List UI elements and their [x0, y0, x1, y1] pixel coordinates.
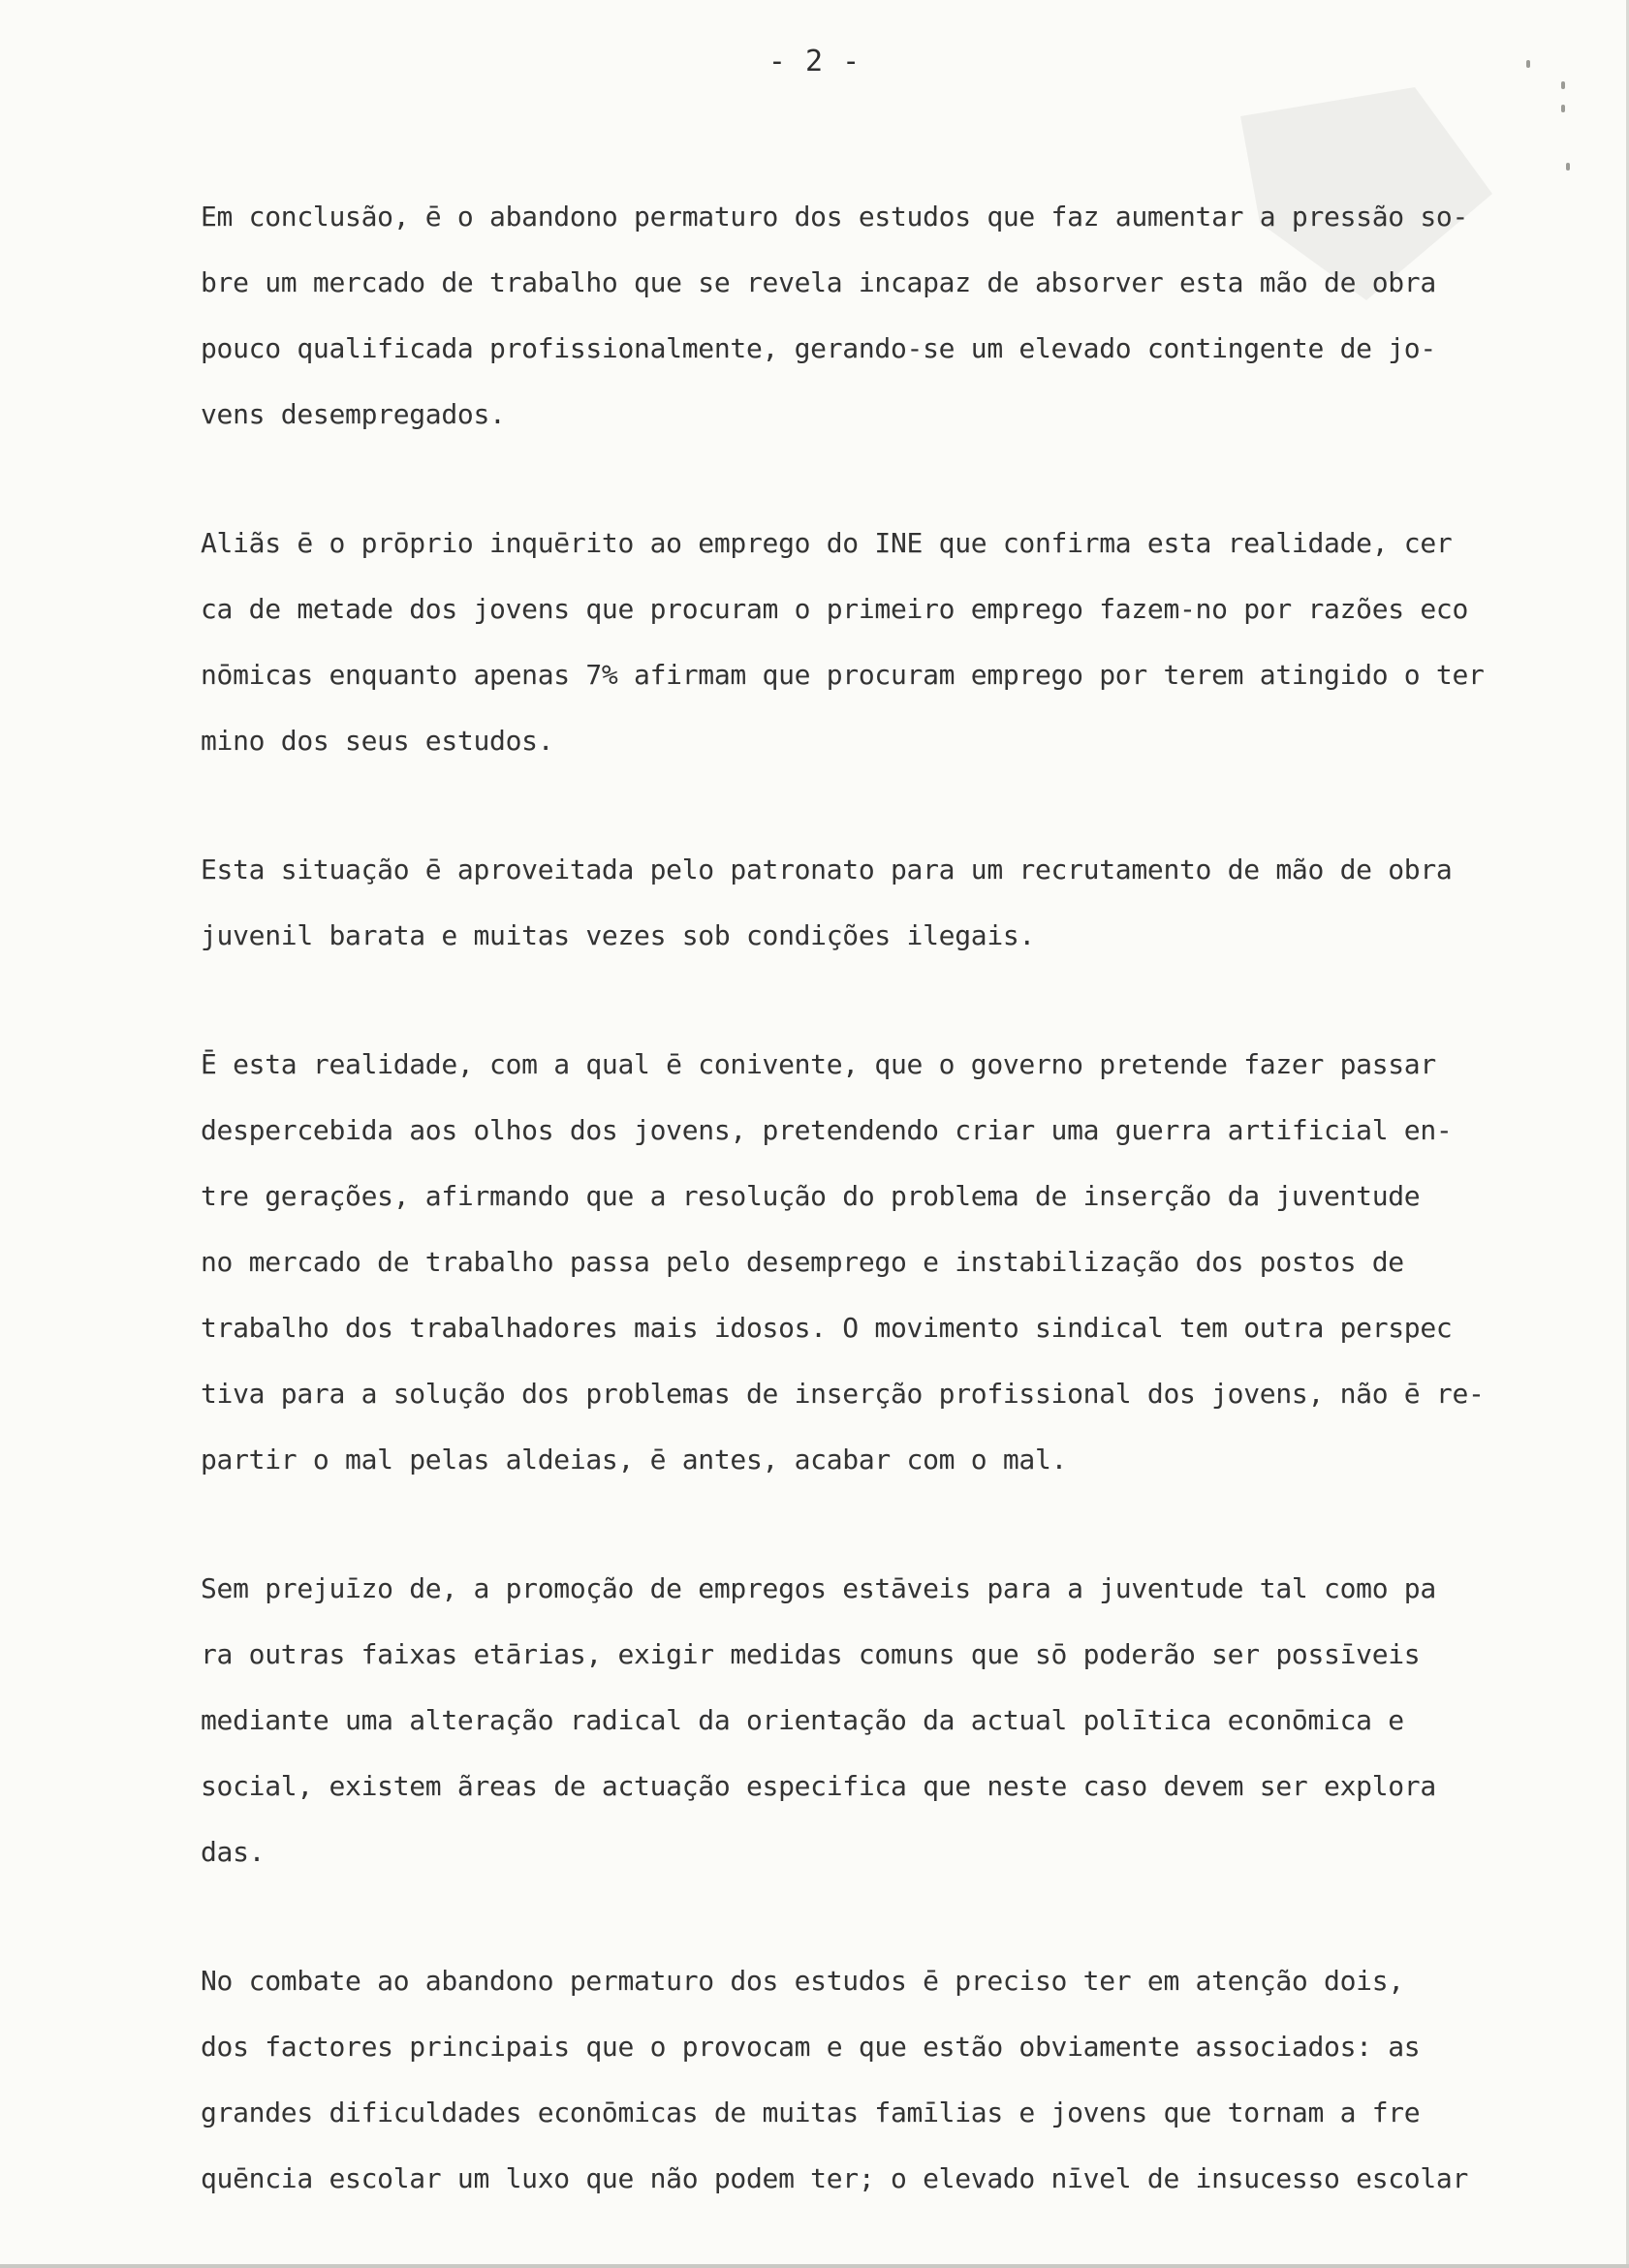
text-line: Ē esta realidade, com a qual ē conivente, que o governo pretende fazer passar	[201, 1048, 1436, 1080]
text-line: ca de metade dos jovens que procuram o primeiro emprego fazem-no por razões eco	[201, 593, 1469, 625]
text-line: pouco qualificada profissionalmente, gerando-se um elevado contingente de jo-	[201, 332, 1436, 364]
text-line: nōmicas enquanto apenas 7% afirmam que procuram emprego por terem atingido o ter	[201, 659, 1485, 691]
text-line: mino dos seus estudos.	[201, 725, 554, 757]
page-number: - 2 -	[768, 45, 861, 78]
scan-edge-bottom	[0, 2264, 1629, 2268]
text-line: Em conclusão, ē o abandono permaturo dos estudos que faz aumentar a pressão so-	[201, 201, 1469, 233]
text-line: das.	[201, 1836, 266, 1868]
text-line: tiva para a solução dos problemas de inserção profissional dos jovens, não ē re-	[201, 1378, 1485, 1410]
text-line: ra outras faixas etārias, exigir medidas comuns que sō poderão ser possīveis	[201, 1638, 1421, 1670]
text-line: Esta situação ē aproveitada pelo patronato para um recrutamento de mão de obra	[201, 854, 1453, 885]
text-line: Aliãs ē o prōprio inquērito ao emprego do INE que confirma esta realidade, cer	[201, 527, 1453, 559]
text-line: bre um mercado de trabalho que se revela incapaz de absorver esta mão de obra	[201, 266, 1436, 298]
text-line: quēncia escolar um luxo que não podem ter; o elevado nīvel de insucesso escolar	[201, 2162, 1469, 2194]
text-line: dos factores principais que o provocam e que estão obviamente associados: as	[201, 2031, 1421, 2063]
body-text	[201, 184, 1519, 2268]
paragraph-2	[201, 511, 1519, 774]
text-line: tre gerações, afirmando que a resolução do problema de inserção da juventude	[201, 1180, 1421, 1212]
paragraph-6	[201, 1948, 1519, 2212]
paragraph-3	[201, 837, 1519, 969]
text-line: despercebida aos olhos dos jovens, pretendendo criar uma guerra artificial en-	[201, 1114, 1453, 1146]
text-line: Sem prejuīzo de, a promoção de empregos estāveis para a juventude tal como pa	[201, 1572, 1436, 1604]
text-line: mediante uma alteração radical da orientação da actual polītica econōmica e	[201, 1704, 1404, 1736]
paragraph-4	[201, 1032, 1519, 1493]
text-line: juvenil barata e muitas vezes sob condições ilegais.	[201, 919, 1035, 951]
paragraph-5	[201, 1556, 1519, 1885]
text-line: no mercado de trabalho passa pelo desemprego e instabilização dos postos de	[201, 1246, 1404, 1278]
text-line: No combate ao abandono permaturo dos estudos ē preciso ter em atenção dois,	[201, 1965, 1404, 1997]
text-line: trabalho dos trabalhadores mais idosos. O movimento sindical tem outra perspec	[201, 1312, 1453, 1344]
paragraph-1	[201, 184, 1519, 448]
text-line: vens desempregados.	[201, 398, 506, 430]
text-line: social, existem ãreas de actuação especifica que neste caso devem ser explora	[201, 1770, 1436, 1802]
text-line: grandes dificuldades econōmicas de muitas famīlias e jovens que tornam a fre	[201, 2097, 1421, 2128]
text-line: partir o mal pelas aldeias, ē antes, acabar com o mal.	[201, 1444, 1068, 1476]
